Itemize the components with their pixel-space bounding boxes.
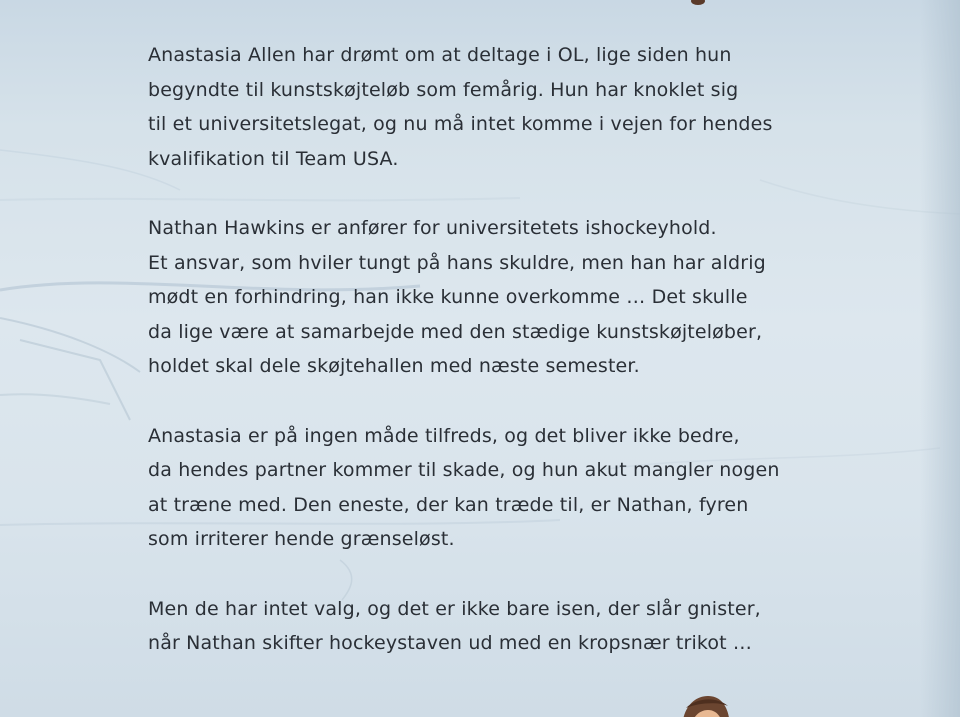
blurb-paragraph-1: Anastasia Allen har drømt om at deltage i OL, lige siden hun begyndte til kunstskøjteløb som femårig. Hun har knoklet sig til et universitetslegat, og nu må intet komme i vejen for hendes kvalifikation til Team USA. <box>148 44 773 170</box>
blurb-paragraph-2: Nathan Hawkins er anfører for universitetets ishockeyhold. Et ansvar, som hviler tungt på hans skuldre, men han har aldrig mødt en forhindring, han ikke kunne overkomme … Det skulle da lige være at samarbejde med den stædige kunstskøjteløber, holdet skal dele skøjtehallen med næste semester. <box>148 216 766 378</box>
skate-mark <box>20 340 130 420</box>
blurb-paragraph-4: Men de har intet valg, og det er ikke bare isen, der slår gnister, når Nathan skifter hockeystaven ud med en kropsnær trikot … <box>148 597 761 655</box>
illustration-character-head <box>676 690 736 717</box>
skate-mark <box>0 318 140 372</box>
page-edge-shadow <box>920 0 960 717</box>
blurb-paragraph-3: Anastasia er på ingen måde tilfreds, og det bliver ikke bedre, da hendes partner kommer til skade, og hun akut mangler nogen at træne med. Den eneste, der kan træde til, er Nathan, fyren som irriterer hende grænseløst. <box>148 424 780 551</box>
blurb-text <box>148 38 828 695</box>
skate-mark <box>0 394 110 404</box>
illustration-fragment <box>690 0 706 6</box>
